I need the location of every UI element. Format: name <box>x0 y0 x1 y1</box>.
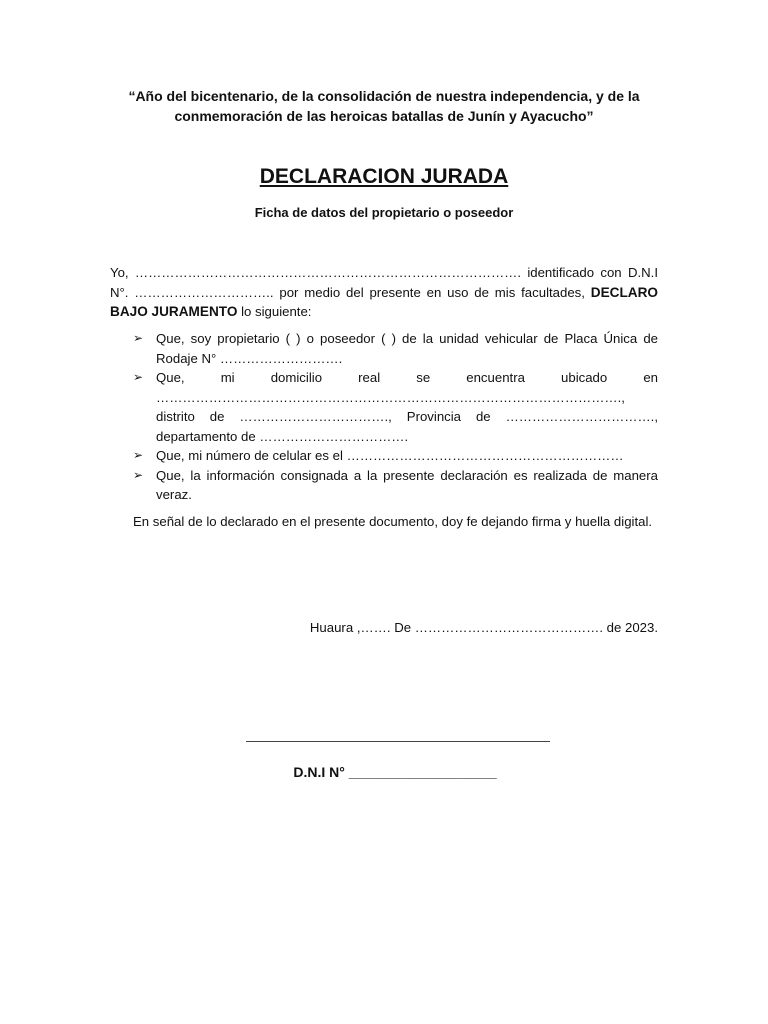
list-item <box>133 446 658 466</box>
list-item-text: Que, soy propietario ( ) o poseedor ( ) de la unidad vehicular de Placa Única de Rodaje N° ………………………. <box>156 331 658 366</box>
declaration-intro <box>110 263 658 322</box>
arrow-bullet-icon: ➢ <box>133 467 144 482</box>
list-item <box>133 329 658 368</box>
intro-tail: lo siguiente: <box>241 304 312 319</box>
document-title: DECLARACION JURADA <box>259 165 509 188</box>
arrow-bullet-icon: ➢ <box>133 331 144 345</box>
place-date-line: Huaura ,……. De ……………………………………. de 2023. <box>309 620 658 635</box>
list-item-text: Que, mi número de celular es el ……………………………………………………… <box>156 448 624 463</box>
list-item-text: Que, la información consignada a la presente declaración es realizada de manera veraz. <box>156 467 658 502</box>
arrow-bullet-icon: ➢ <box>133 370 144 384</box>
year-motto: “Año del bicentenario, de la consolidación de nuestra independencia, y de la conmemoración de las heroicas batallas de Junín y Ayacucho” <box>128 88 640 124</box>
closing-paragraph: En señal de lo declarado en el presente documento, doy fe dejando firma y huella digital. <box>133 514 653 529</box>
document-subtitle: Ficha de datos del propietario o poseedor <box>254 205 514 220</box>
list-item <box>133 466 658 505</box>
arrow-bullet-icon: ➢ <box>133 448 144 462</box>
dni-label: D.N.I N° ___________________ <box>293 764 497 780</box>
intro-text: Yo, ……………………………………………………………………………. identificado con D.N.I N°. ………………………….. por medio del presente en uso de mis facultades, <box>110 265 658 300</box>
list-item-text: Que, mi domicilio real se encuentra ubicado en ……………………………………………………………………………………………., distrito de ……………………………., Provincia de ……………………………., departamento de ……………………………. <box>156 370 658 444</box>
signature-line <box>246 741 550 742</box>
list-item <box>133 368 658 446</box>
intro-emphasis: DECLARO BAJO JURAMENTO <box>110 284 658 319</box>
declaration-list <box>133 329 658 505</box>
